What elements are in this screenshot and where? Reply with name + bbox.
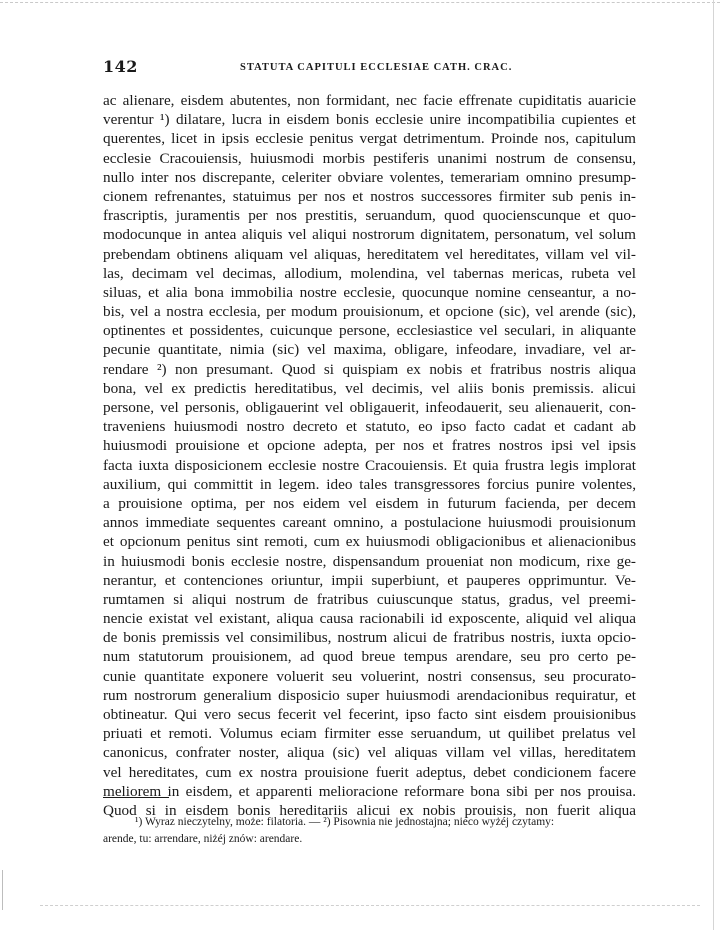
text-line: vel hereditates, cum ex nostra prouisione fuerit adeptus, debet condicionem facere [103,763,636,781]
text-line: siluas, et alia bona immobilia nostre ecclesie, quocunque nomine censeantur, a no- [103,283,636,301]
text-line: ecclesie Cracouiensis, huiusmodi morbis pestiferis unanimi nostrum de consensu, [103,149,636,167]
text-line: persone, vel personis, obligauerint vel obligauerit, infeodauerit, seu alienauerit, con- [103,399,636,416]
text-line: optinentes et possidentes, cuicunque persone, ecclesiastice vel seculari, in aliquante [103,322,636,340]
text-line: meliorem in eisdem, et apparenti melioracione reformare bona sibi per nos prouisa. [103,782,636,800]
text-line: huiusmodi prouisione et opcione adepta, per nos et fratres nostros ipsi vel ipsis [103,437,636,455]
scan-edge-left [2,870,3,910]
text-line: rumtamen si aliqui nostrum de fratribus cuiuscunque status, gradus, vel preemi- [103,590,636,608]
page-number: 142 [103,57,138,76]
text-line: a prouisione optima, per nos eidem vel eisdem in futurum facienda, per decem [103,494,636,512]
text-line: prebendam obtinens aliquam vel aliquas, hereditatem vel hereditates, villam vel vil- [103,245,636,263]
text-line: las, decimam vel decimas, allodium, molendina, vel tabernas mericas, rubeta vel [103,264,636,282]
text-line: nencie existat vel existant, aliqua causa racionabili id exposcente, aliquid vel aliqua [103,610,636,628]
text-line: bona, vel ex predictis hereditatibus, vel decimis, vel aliis bonis premissis. alicui [103,379,636,397]
text-line: cionem refrenantes, statuimus per nos et nostros successores firmiter sub penis in- [103,187,636,205]
text-line: ac alienare, eisdem abutentes, non formidant, nec facie effrenate cupiditatis auaricie [103,92,636,109]
footnote-rule [103,797,169,798]
text-line: rum nostrorum generalium disposicio super huiusmodi arendacionibus requiratur, et [103,686,636,704]
text-line: obtineatur. Qui vero secus fecerit vel fecerint, ipso facto sint eisdem prouisionibus [103,706,636,723]
text-line: num statutorum prouisionem, ad quod breue tempus arendare, seu pro certo pe- [103,648,636,666]
text-line: de bonis premissis vel consimilibus, nostrum alicui de fratribus nostris, iuxta opcio- [103,629,636,647]
text-line: nullo inter nos discrepante, celeriter obviare volentes, temerariam omnino presump- [103,168,636,186]
footnotes [103,814,636,848]
text-line: in huiusmodi bonis ecclesie nostre, dispensandum proueniat non modicum, rixe ge- [103,552,636,570]
text-line: pecunie quantitate, nimia (sic) vel maxima, obligare, infeodare, invadiare, vel ar- [103,341,636,359]
text-line: cunie quantitate exponere voluerit seu voluerint, nostri consensus, seu procurato- [103,667,636,685]
text-line: frascriptis, juramentis per nos prestitis, seruandum, quod quocienscunque et quo- [103,207,636,225]
text-line: et opcionum penitus sint remoti, cum ex huiusmodi obligacionibus et alienacionibus [103,533,636,551]
body-text [103,91,636,820]
text-line: modocunque in antea aliquis vel aliqui nostrorum dignitatem, personatum, vel solum [103,226,636,244]
scan-edge-top [0,2,720,3]
text-line: traveniens huiusmodi nostro decreto et statuto, eo ipso facto cadat et cadant ab [103,418,636,436]
scan-edge-right [713,0,714,930]
text-line: annos immediate sequentes careant omnino, a postulacione huiusmodi prouisionum [103,514,636,532]
text-line: verentur ¹) dilatare, lucra in eisdem bonis ecclesie unire incompatibilia cupientes et [103,111,636,129]
text-line: priuati et remoti. Volumus eciam firmiter esse seruandum, ut quilibet prelatus vel [103,725,636,743]
text-line: facta iuxta disposicionem ecclesie nostre Cracouiensis. Et quia frustra legis implorat [103,456,636,474]
running-head: STATUTA CAPITULI ECCLESIAE CATH. CRAC. [240,62,513,73]
text-line: querentes, licet in ipsis ecclesie penitus vergat detrimentum. Proinde nos, capitulum [103,130,636,148]
footnote-line: ¹) Wyraz nieczytelny, może: filatoria. — ²) Pisownia nie jednostajna; nieco wyżéj czytamy: [135,816,555,828]
text-line: Quod si in eisdem bonis hereditariis alicui ex nobis prouisis, non fuerit aliqua [103,801,636,819]
text-line: canonicus, confrater noster, aliqua (sic) vel aliquas villam vel villas, hereditatem [103,744,636,762]
text-line: bis, vel a nostra ecclesia, per modum prouisionum, et opcione (sic), vel arende (sic), [103,303,636,321]
footnote-line: arende, tu: arrendare, niżéj znów: arendare. [103,833,303,845]
text-line: rendare ²) non presumant. Quod si quispiam ex nobis et fratribus nostris aliqua [103,360,636,378]
scan-edge-bottom [40,905,700,906]
text-line: auxilium, qui committit in legem. ideo tales transgressores forcius punire volentes, [103,475,636,493]
text-line: nerantur, et contenciones oriuntur, impii superbiunt, et pauperes opprimuntur. Ve- [103,571,636,589]
